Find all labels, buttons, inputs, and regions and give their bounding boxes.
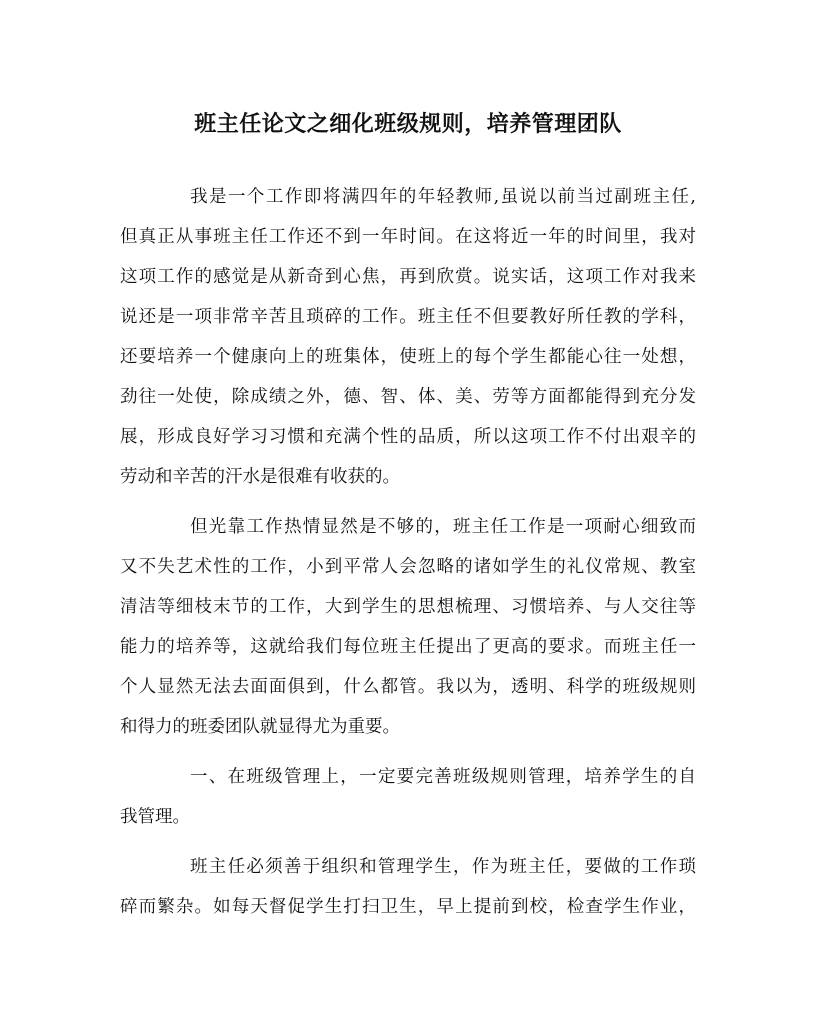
paragraph-line: 劲往一处使，除成绩之外，德、智、体、美、劳等方面都能得到充分发 — [120, 387, 696, 407]
paragraph-line: 又不失艺术性的工作，小到平常人会忽略的诸如学生的礼仪常规、教室 — [120, 557, 696, 577]
paragraph-line: 碎而繁杂。如每天督促学生打扫卫生，早上提前到校，检查学生作业， — [120, 897, 696, 917]
paragraph-line: 说还是一项非常辛苦且琐碎的工作。班主任不但要教好所任教的学科， — [120, 307, 696, 327]
paragraph-line: 但光靠工作热情显然是不够的，班主任工作是一项耐心细致而 — [190, 517, 696, 537]
paragraph-line: 和得力的班委团队就显得尤为重要。 — [120, 717, 400, 737]
paragraph-line: 还要培养一个健康向上的班集体，使班上的每个学生都能心往一处想， — [120, 347, 696, 367]
paragraph-line: 个人显然无法去面面俱到，什么都管。我以为，透明、科学的班级规则 — [120, 677, 696, 697]
section-heading-line: 我管理。 — [120, 807, 190, 827]
section-heading-line: 一、在班级管理上，一定要完善班级规则管理，培养学生的自 — [190, 767, 696, 787]
paragraph-line: 但真正从事班主任工作还不到一年时间。在这将近一年的时间里，我对 — [120, 227, 696, 247]
paragraph-line: 展，形成良好学习习惯和充满个性的品质，所以这项工作不付出艰辛的 — [120, 427, 696, 447]
paragraph-line: 劳动和辛苦的汗水是很难有收获的。 — [120, 467, 400, 487]
paragraph-line: 班主任必须善于组织和管理学生，作为班主任，要做的工作琐 — [190, 857, 696, 877]
paragraph-line: 清洁等细枝末节的工作，大到学生的思想梳理、习惯培养、与人交往等 — [120, 597, 696, 617]
paragraph-line: 我是一个工作即将满四年的年轻教师,虽说以前当过副班主任, — [190, 187, 696, 207]
document-title: 班主任论文之细化班级规则，培养管理团队 — [194, 111, 622, 137]
paragraph-line: 这项工作的感觉是从新奇到心焦，再到欣赏。说实话，这项工作对我来 — [120, 267, 696, 287]
paragraph-line: 能力的培养等，这就给我们每位班主任提出了更高的要求。而班主任一 — [120, 637, 696, 657]
